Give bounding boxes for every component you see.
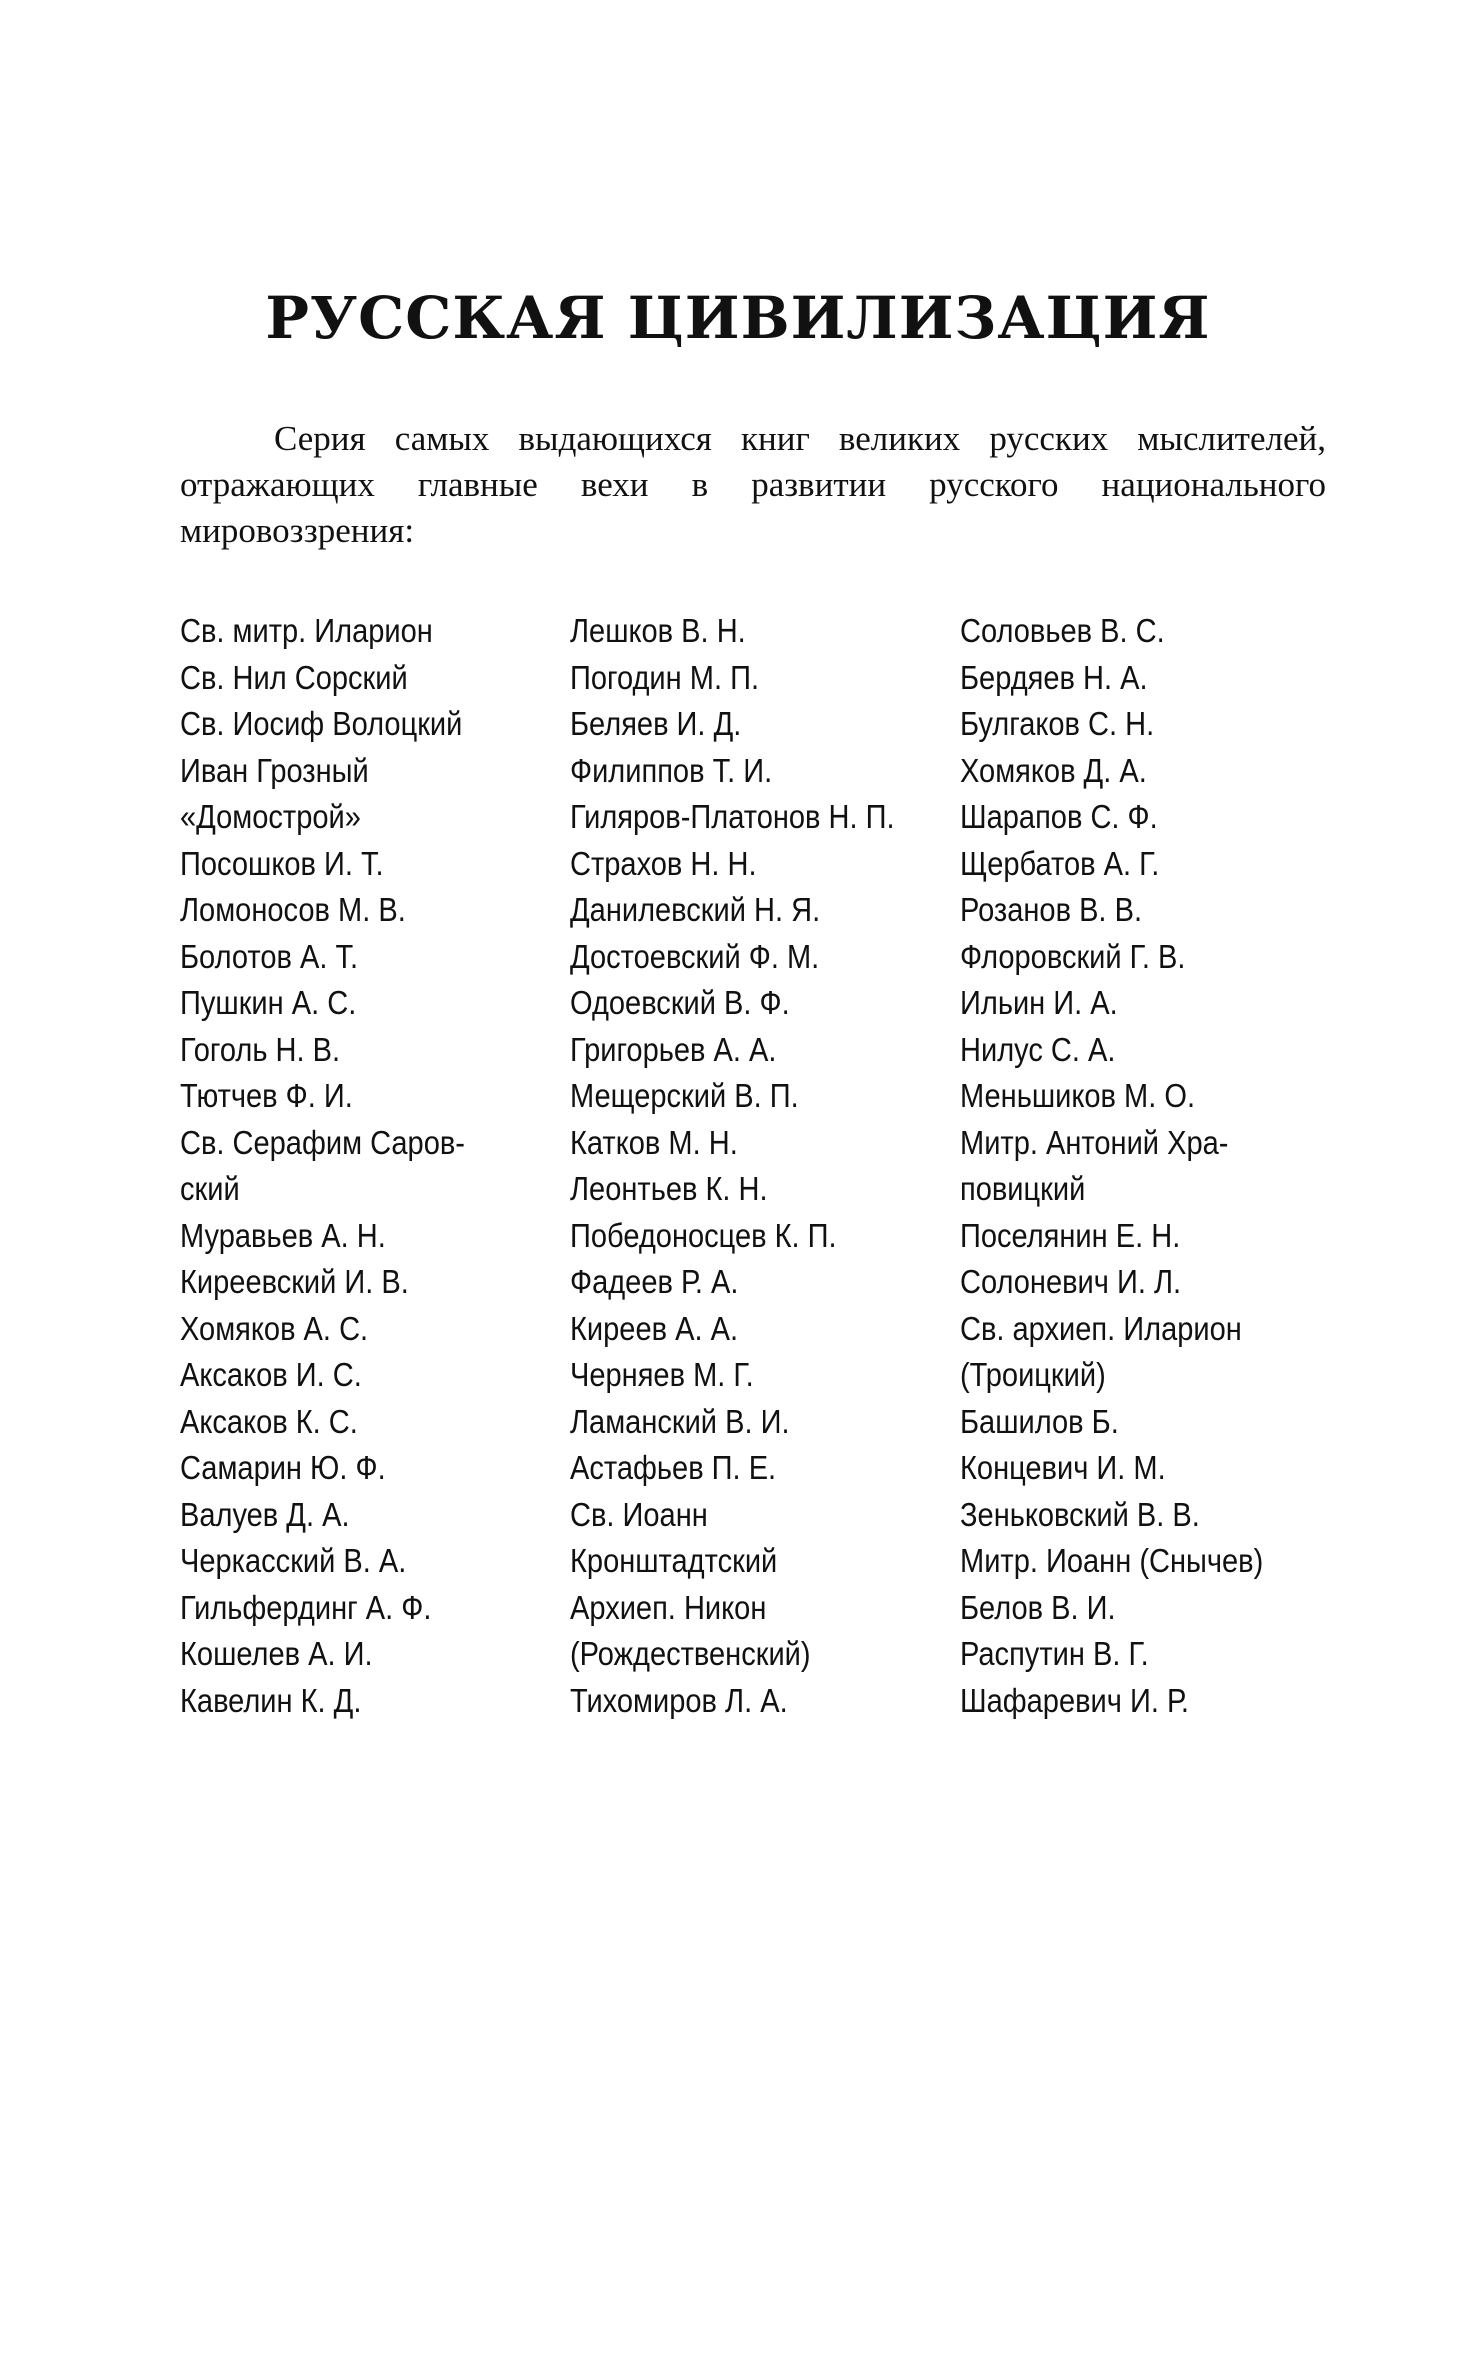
author-entry: Нилус С. А. — [960, 1030, 1116, 1068]
author-entry: Григорьев А. А. — [570, 1030, 777, 1068]
author-entry: Киреев А. А. — [570, 1309, 739, 1347]
author-entry: Катков М. Н. — [570, 1123, 738, 1161]
author-entry: Митр. Иоанн (Снычев) — [960, 1542, 1264, 1579]
author-entry: Булгаков С. Н. — [960, 705, 1155, 742]
author-entry: Валуев Д. А. — [180, 1495, 350, 1533]
author-entry: Киреевский И. В. — [180, 1263, 409, 1300]
author-entry: Тихомиров Л. А. — [570, 1681, 788, 1719]
author-entry: Хомяков А. С. — [180, 1309, 369, 1347]
author-entry: Гиляров-Платонов Н. П. — [570, 798, 895, 835]
author-entry: Бердяев Н. А. — [960, 658, 1148, 696]
authors-column-1 — [180, 608, 560, 1724]
author-entry: Флоровский Г. В. — [960, 937, 1186, 975]
author-entry: Св. Иоанн — [570, 1495, 708, 1533]
author-entry: Поселянин Е. Н. — [960, 1216, 1181, 1254]
series-description: Серия самых выдающихся книг великих русских мыслителей, отражающих главные вехи в развитии русского национального мировоззрения: — [180, 419, 1326, 550]
author-entry: Ламанский В. И. — [570, 1402, 790, 1440]
author-entry: Кошелев А. И. — [180, 1635, 373, 1672]
author-entry: Тютчев Ф. И. — [180, 1077, 353, 1114]
author-entry: Филиппов Т. И. — [570, 751, 773, 789]
author-entry: Ломоносов М. В. — [180, 891, 406, 928]
author-entry: Погодин М. П. — [570, 658, 760, 696]
author-entry: Мещерский В. П. — [570, 1077, 799, 1114]
author-entry: Одоевский В. Ф. — [570, 984, 790, 1021]
author-entry: Астафьев П. Е. — [570, 1449, 777, 1486]
author-entry: Данилевский Н. Я. — [570, 891, 821, 928]
author-entry: Хомяков Д. А. — [960, 751, 1147, 789]
author-entry: Фадеев Р. А. — [570, 1263, 739, 1300]
author-entry: Аксаков К. С. — [180, 1402, 358, 1440]
author-entry: Самарин Ю. Ф. — [180, 1449, 386, 1486]
author-entry: Страхов Н. Н. — [570, 844, 757, 882]
author-entry: «Домострой» — [180, 798, 361, 835]
author-entry: Башилов Б. — [960, 1402, 1119, 1440]
author-entry: Леонтьев К. Н. — [570, 1170, 768, 1207]
author-entry: Св. Нил Сорский — [180, 658, 408, 696]
author-entry: Св. Иосиф Волоцкий — [180, 705, 463, 742]
author-entry: Достоевский Ф. М. — [570, 937, 820, 975]
author-entry: Посошков И. Т. — [180, 844, 384, 882]
author-entry: Беляев И. Д. — [570, 705, 742, 742]
author-entry: Св. архиеп. Иларион — [960, 1309, 1242, 1347]
author-entry: Концевич И. М. — [960, 1449, 1166, 1486]
author-entry: Черняев М. Г. — [570, 1356, 754, 1393]
authors-column-2 — [570, 608, 950, 1724]
author-entry: Шарапов С. Ф. — [960, 798, 1158, 835]
author-entry: Кронштадтский — [570, 1542, 778, 1579]
author-entry: Щербатов А. Г. — [960, 844, 1160, 882]
author-entry: Распутин В. Г. — [960, 1635, 1149, 1672]
author-entry: Кавелин К. Д. — [180, 1681, 362, 1719]
author-entry: Гоголь Н. В. — [180, 1030, 341, 1068]
author-entry: (Троицкий) — [960, 1356, 1106, 1393]
author-entry: Муравьев А. Н. — [180, 1216, 386, 1254]
author-entry: Гильфердинг А. Ф. — [180, 1588, 432, 1626]
author-entry: Болотов А. Т. — [180, 937, 359, 975]
author-entry: Победоносцев К. П. — [570, 1216, 837, 1254]
author-entry: Митр. Антоний Хра- — [960, 1123, 1229, 1161]
author-entry: Архиеп. Никон — [570, 1588, 767, 1626]
author-entry: Черкасский В. А. — [180, 1542, 407, 1579]
author-entry: Соловьев В. С. — [960, 612, 1165, 649]
author-entry: Аксаков И. С. — [180, 1356, 362, 1393]
author-entry: Иван Грозный — [180, 751, 369, 789]
series-title: РУССКАЯ ЦИВИЛИЗАЦИЯ — [265, 284, 1211, 352]
authors-column-3 — [960, 608, 1340, 1724]
author-entry: Св. митр. Иларион — [180, 612, 433, 649]
author-entry: Зеньковский В. В. — [960, 1495, 1200, 1533]
author-entry: Шафаревич И. Р. — [960, 1681, 1189, 1719]
author-entry: Св. Серафим Саров- — [180, 1123, 465, 1161]
author-entry: ский — [180, 1170, 240, 1207]
author-entry: (Рождественский) — [570, 1635, 811, 1672]
author-entry: Ильин И. А. — [960, 984, 1118, 1021]
author-entry: Солоневич И. Л. — [960, 1263, 1182, 1300]
author-entry: Лешков В. Н. — [570, 612, 746, 649]
author-entry: Розанов В. В. — [960, 891, 1143, 928]
author-entry: Пушкин А. С. — [180, 984, 357, 1021]
author-entry: Белов В. И. — [960, 1588, 1116, 1626]
author-entry: повицкий — [960, 1170, 1086, 1207]
authors-list — [180, 608, 1320, 1758]
author-entry: Меньшиков М. О. — [960, 1077, 1196, 1114]
